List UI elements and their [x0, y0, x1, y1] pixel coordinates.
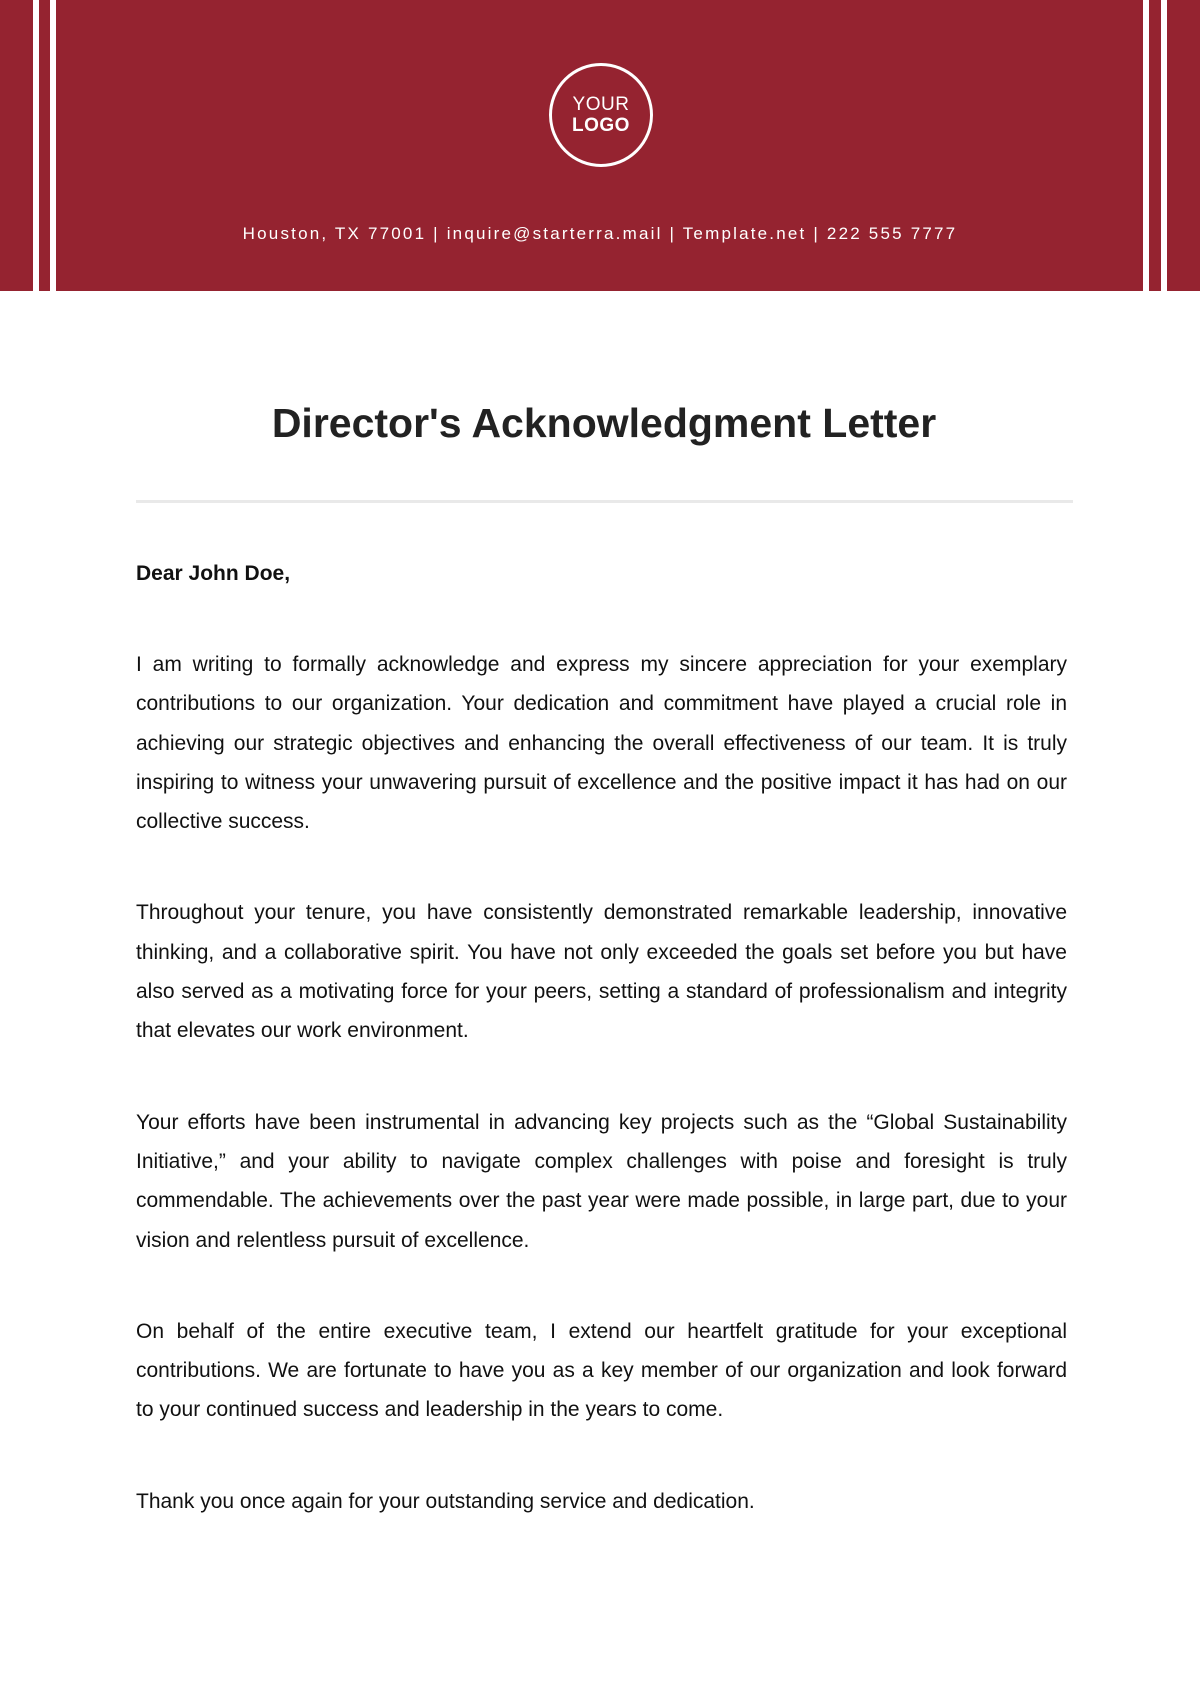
title-divider [136, 500, 1073, 503]
left-stripe-inner [50, 0, 56, 291]
logo-text-logo: LOGO [572, 115, 630, 136]
closing-paragraph: Thank you once again for your outstanding service and dedication. [136, 1489, 755, 1513]
body-paragraph: On behalf of the entire executive team, I extend our heartfelt gratitude for your exceptional contributions. We are fortunate to have you as a key member of our organization and look forward to your continued success and leadership in the years to come. [136, 1319, 1067, 1422]
right-stripe-outer [1161, 0, 1167, 291]
contact-info: Houston, TX 77001 | inquire@starterra.mail | Template.net | 222 555 7777 [242, 224, 958, 243]
body-paragraph: Your efforts have been instrumental in advancing key projects such as the “Global Sustainability Initiative,” and your ability to navigate complex challenges with poise and foresight is truly commendable. The achievements over the past year were made possible, in large part, due to your vision and relentless pursuit of excellence. [136, 1110, 1067, 1252]
salutation: Dear John Doe, [136, 562, 291, 585]
company-logo [549, 63, 653, 167]
logo-text-your: YOUR [572, 94, 630, 115]
body-paragraph: Throughout your tenure, you have consistently demonstrated remarkable leadership, innovative thinking, and a collaborative spirit. You have not only exceeded the goals set before you but have also served as a motivating force for your peers, setting a standard of professionalism and integrity that elevates our work environment. [136, 901, 1067, 1043]
header-band [0, 0, 1200, 291]
letter-title: Director's Acknowledgment Letter [271, 400, 937, 446]
body-paragraph: I am writing to formally acknowledge and express my sincere appreciation for your exemplary contributions to our organization. Your dedication and commitment have played a crucial role in achieving our strategic objectives and enhancing the overall effectiveness of our team. It is truly inspiring to witness your unwavering pursuit of excellence and the positive impact it has had on our collective success. [136, 653, 1067, 834]
left-stripe-outer [33, 0, 39, 291]
right-stripe-inner [1143, 0, 1149, 291]
letter-body [136, 645, 1067, 1521]
